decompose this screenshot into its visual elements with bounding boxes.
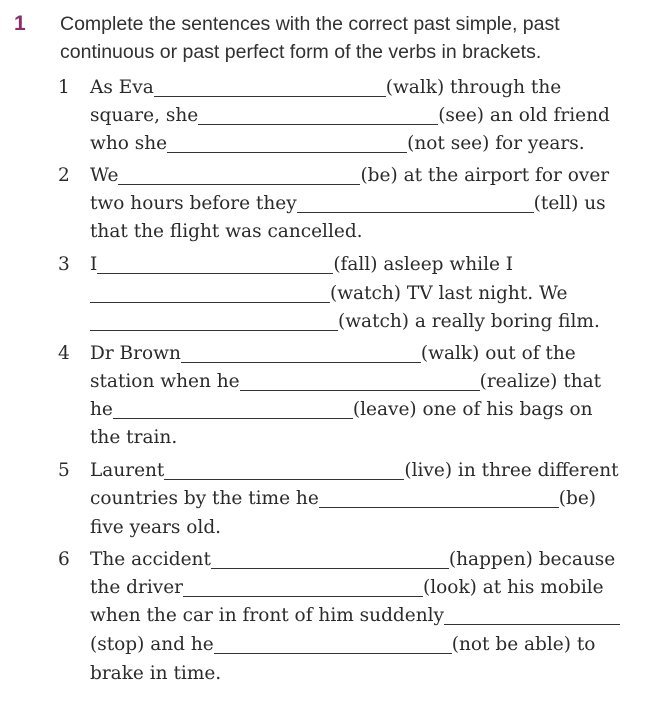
- answer-blank[interactable]: [444, 604, 620, 625]
- item-text: We: [90, 165, 119, 186]
- item-text: (leave) one of his bags on: [352, 399, 593, 420]
- item-text: (stop) and he: [90, 634, 214, 655]
- item-text: (walk) through the: [385, 77, 562, 98]
- item-number: 5: [58, 460, 70, 481]
- item-text: (not see) for years.: [407, 133, 585, 154]
- item-text: (happen) because: [448, 549, 616, 570]
- item-text: (realize) that: [479, 371, 602, 392]
- answer-blank[interactable]: [183, 576, 423, 597]
- answer-blank[interactable]: [90, 282, 330, 303]
- item-text: (see) an old friend: [438, 105, 610, 126]
- item-number: 3: [58, 254, 70, 275]
- item-text: (look) at his mobile: [423, 577, 604, 598]
- item-text: (not be able) to: [451, 634, 596, 655]
- item-number: 6: [58, 549, 70, 570]
- item-number: 4: [58, 343, 70, 364]
- item-text: two hours before they: [90, 193, 297, 214]
- item-text: he: [90, 399, 113, 420]
- item-text: As Eva: [90, 77, 154, 98]
- item-text: (be) at the airport for over: [360, 165, 610, 186]
- item-text: station when he: [90, 371, 240, 392]
- item-text: (fall) asleep while I: [333, 254, 514, 275]
- answer-blank[interactable]: [90, 310, 338, 331]
- item-text: (tell) us: [533, 193, 606, 214]
- item-text: (watch) a really boring film.: [338, 311, 600, 332]
- item-text: countries by the time he: [90, 488, 319, 509]
- answer-blank[interactable]: [97, 253, 333, 274]
- answer-blank[interactable]: [164, 459, 404, 480]
- item-text: I: [90, 254, 98, 275]
- item-text: brake in time.: [90, 663, 222, 684]
- item-text: five years old.: [90, 517, 222, 538]
- item-text: that the flight was cancelled.: [90, 221, 363, 242]
- item-text: when the car in front of him suddenly: [90, 605, 445, 626]
- item-number: 2: [58, 165, 70, 186]
- answer-blank[interactable]: [211, 548, 449, 569]
- item-text: the driver: [90, 577, 184, 598]
- answer-blank[interactable]: [214, 633, 452, 654]
- answer-blank[interactable]: [319, 487, 559, 508]
- exercise-instruction: Complete the sentences with the correct past simple, past continuous or past perfect form of the verbs in brackets.: [60, 13, 560, 63]
- answer-blank[interactable]: [154, 76, 386, 97]
- item-text: Laurent: [90, 460, 165, 481]
- item-text: (walk) out of the: [420, 343, 576, 364]
- answer-blank[interactable]: [240, 370, 480, 391]
- answer-blank[interactable]: [181, 342, 421, 363]
- item-text: the train.: [90, 427, 178, 448]
- item-text: The accident: [90, 549, 211, 570]
- item-text: Dr Brown: [90, 343, 181, 364]
- answer-blank[interactable]: [198, 104, 438, 125]
- item-text: square, she: [90, 105, 199, 126]
- answer-blank[interactable]: [118, 164, 360, 185]
- item-number: 1: [58, 77, 70, 98]
- item-text: who she: [90, 133, 168, 154]
- item-text: (be): [558, 488, 597, 509]
- answer-blank[interactable]: [167, 132, 407, 153]
- answer-blank[interactable]: [113, 398, 353, 419]
- item-text: (live) in three different: [404, 460, 619, 481]
- answer-blank[interactable]: [297, 192, 534, 213]
- exercise-number: 1: [14, 12, 26, 35]
- item-text: (watch) TV last night. We: [330, 283, 568, 304]
